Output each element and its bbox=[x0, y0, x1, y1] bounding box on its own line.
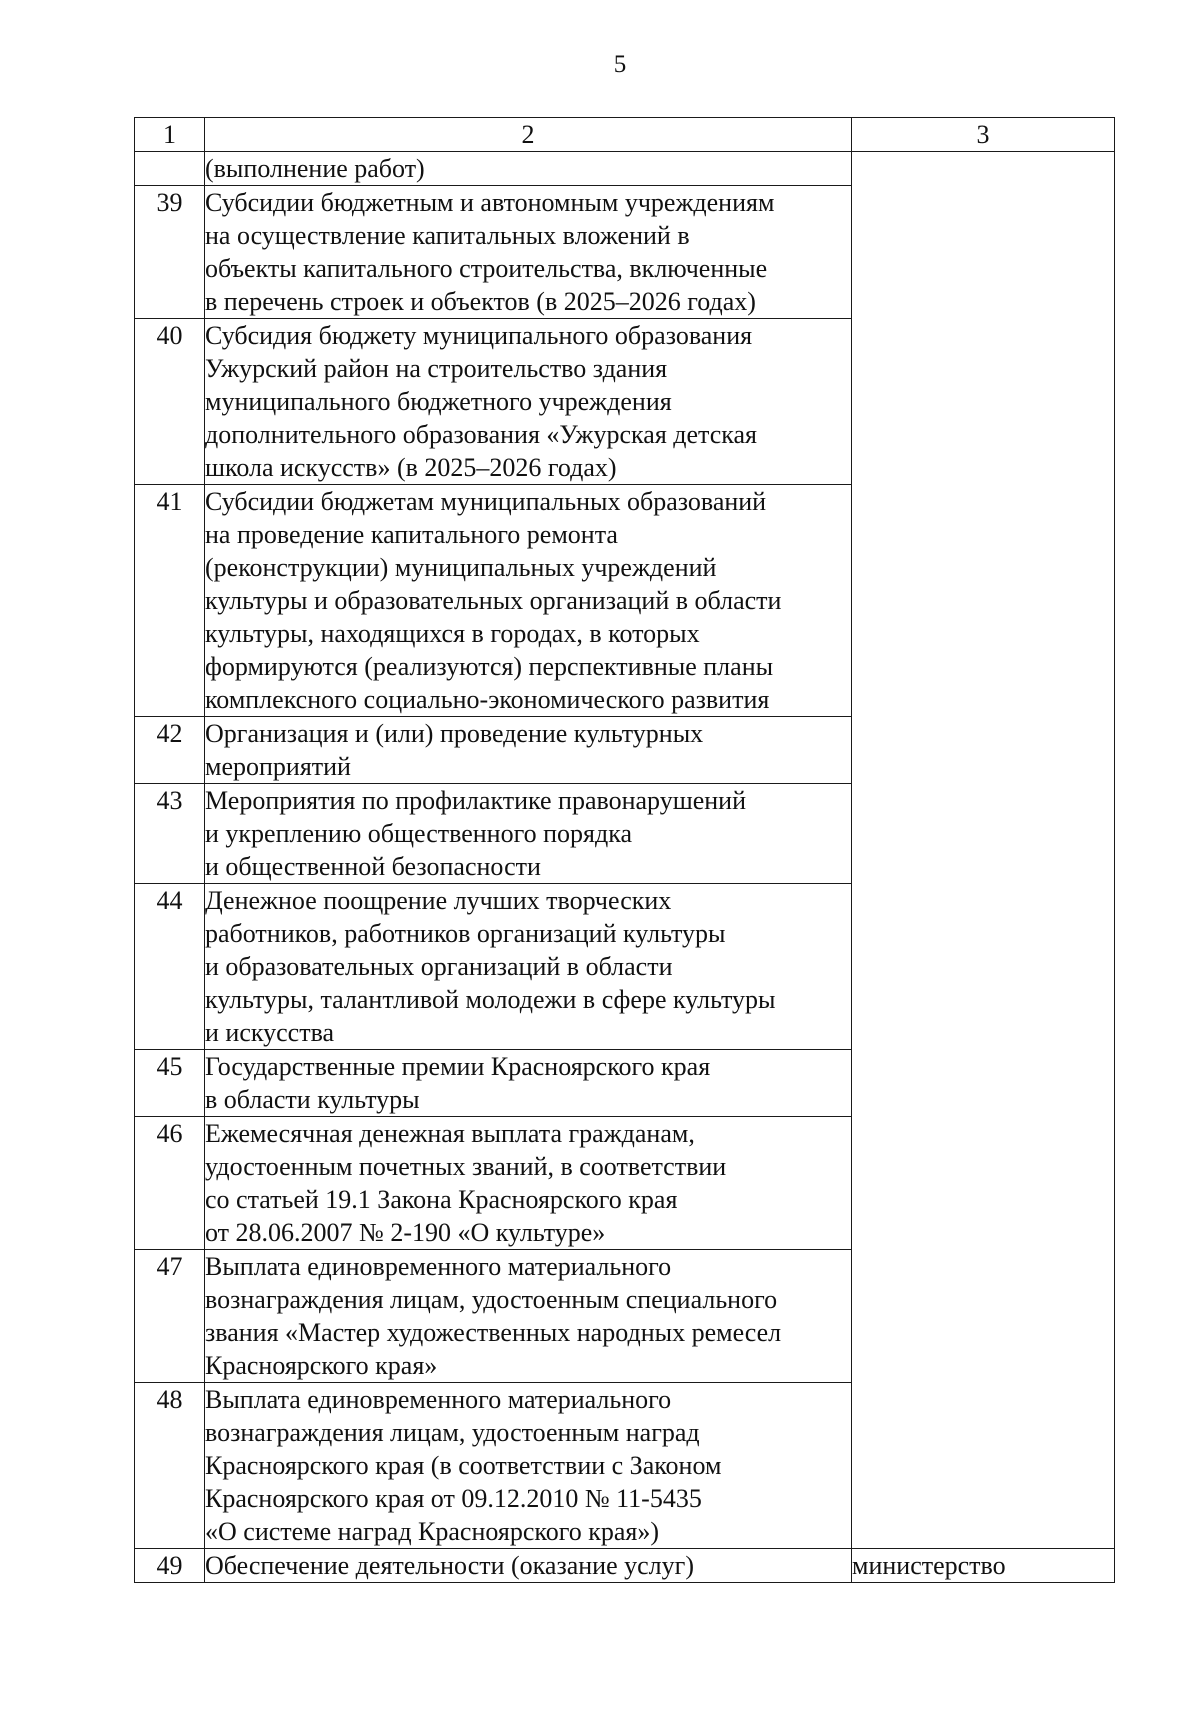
row-text-cell: Ежемесячная денежная выплата гражданам, удостоенным почетных званий, в соответствии со статьей 19.1 Закона Красноярского края от 28.06.2007 № 2-190 «О культуре» bbox=[205, 1117, 852, 1250]
row-text-cell: Обеспечение деятельности (оказание услуг) bbox=[205, 1549, 852, 1583]
row-number-cell: 48 bbox=[135, 1383, 205, 1549]
table-row-continuation bbox=[135, 152, 1115, 186]
page-number: 5 bbox=[613, 51, 627, 78]
row-text-cell: Мероприятия по профилактике правонарушений и укреплению общественного порядка и общественной безопасности bbox=[205, 784, 852, 884]
row-number-cell: 47 bbox=[135, 1250, 205, 1383]
column-3-cell: министерство bbox=[852, 1549, 1115, 1583]
row-number-cell: 39 bbox=[135, 186, 205, 319]
row-number-cell: 45 bbox=[135, 1050, 205, 1117]
row-number-cell: 42 bbox=[135, 717, 205, 784]
row-number-cell: 43 bbox=[135, 784, 205, 884]
row-text-cell: Выплата единовременного материального вознаграждения лицам, удостоенным специального звания «Мастер художественных народных ремесел Красноярского края» bbox=[205, 1250, 852, 1383]
row-number-cell: 44 bbox=[135, 884, 205, 1050]
table-header-row bbox=[135, 118, 1115, 152]
row-number-cell: 40 bbox=[135, 319, 205, 485]
document-table bbox=[134, 117, 1115, 1583]
table-row bbox=[135, 1549, 1115, 1583]
header-col-2: 2 bbox=[205, 118, 852, 152]
row-number-cell: 46 bbox=[135, 1117, 205, 1250]
row-text-cell: Организация и (или) проведение культурных мероприятий bbox=[205, 717, 852, 784]
row-number-cell: 49 bbox=[135, 1549, 205, 1583]
row-text-cell: Выплата единовременного материального вознаграждения лицам, удостоенным наград Красноярского края (в соответствии с Законом Красноярского края от 09.12.2010 № 11-5435 «О системе наград Красноярского края») bbox=[205, 1383, 852, 1549]
row-text-cell: Денежное поощрение лучших творческих работников, работников организаций культуры и образовательных организаций в области культуры, талантливой молодежи в сфере культуры и искусства bbox=[205, 884, 852, 1050]
header-col-1: 1 bbox=[135, 118, 205, 152]
header-col-3: 3 bbox=[852, 118, 1115, 152]
row-text-cell: Государственные премии Красноярского края в области культуры bbox=[205, 1050, 852, 1117]
row-text-cell: Субсидии бюджетным и автономным учреждениям на осуществление капитальных вложений в объекты капитального строительства, включенные в перечень строек и объектов (в 2025–2026 годах) bbox=[205, 186, 852, 319]
row-number-cell bbox=[135, 152, 205, 186]
column-3-blank-cell bbox=[852, 152, 1115, 1549]
row-text-cell: Субсидии бюджетам муниципальных образований на проведение капитального ремонта (реконструкции) муниципальных учреждений культуры и образовательных организаций в области культуры, находящихся в городах, в которых формируются (реализуются) перспективные планы комплексного социально-экономического развития bbox=[205, 485, 852, 717]
row-text-cell: Субсидия бюджету муниципального образования Ужурский район на строительство здания муниципального бюджетного учреждения дополнительного образования «Ужурская детская школа искусств» (в 2025–2026 годах) bbox=[205, 319, 852, 485]
row-text-cell: (выполнение работ) bbox=[205, 152, 852, 186]
row-number-cell: 41 bbox=[135, 485, 205, 717]
